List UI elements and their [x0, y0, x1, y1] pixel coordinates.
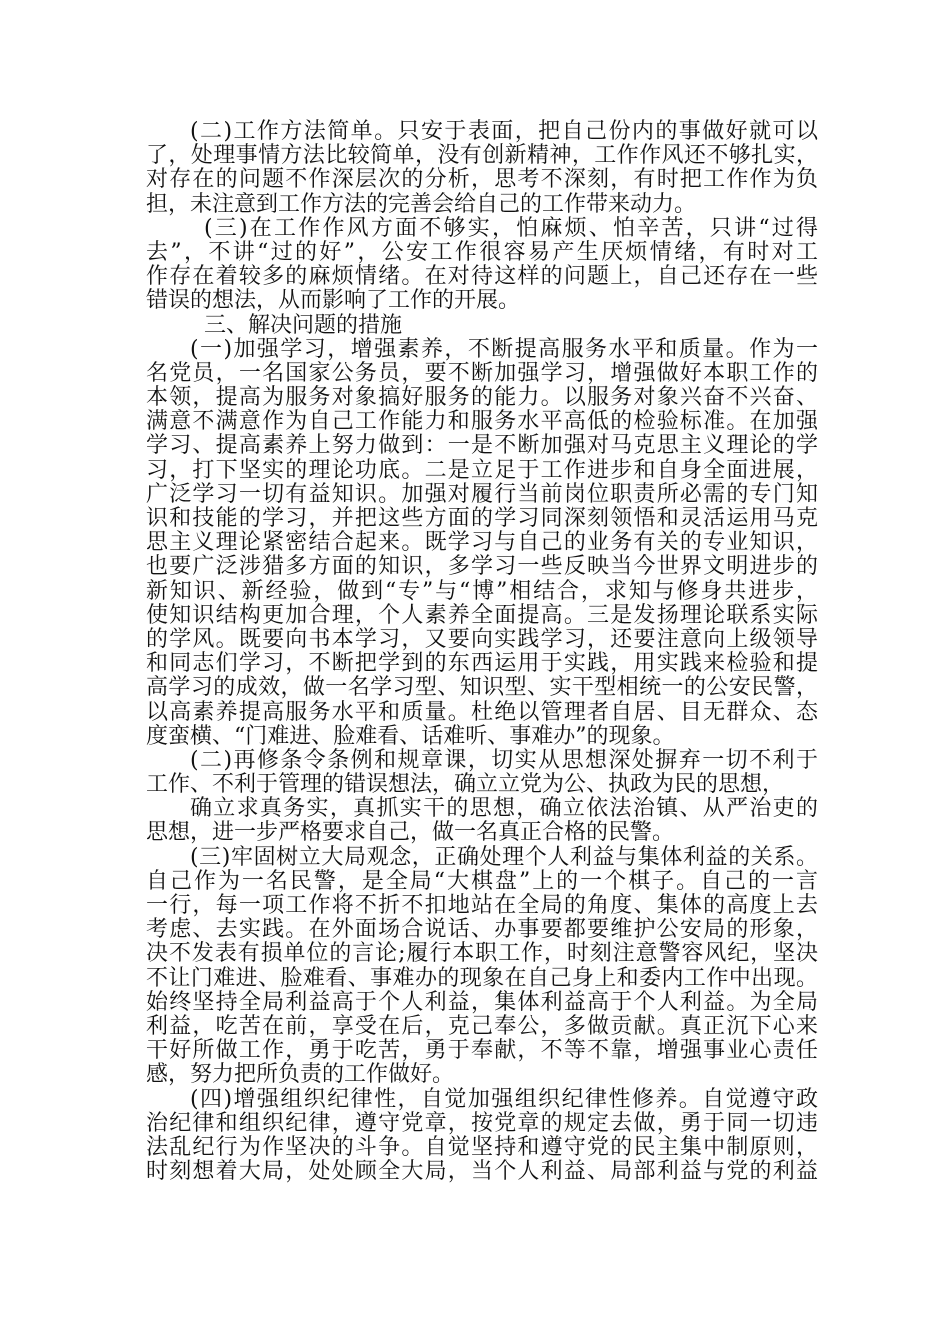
text-line: 始终坚持全局利益高于个人利益，集体利益高于个人利益。为全局 — [146, 989, 818, 1015]
text-line: 确立求真务实，真抓实干的思想，确立依法治镇、从严治吏的 — [190, 796, 818, 822]
text-line: 思主义理论紧密结合起来。既学习与自己的业务有关的专业知识， — [146, 530, 818, 556]
text-line: 使知识结构更加合理，个人素养全面提高。三是发扬理论联系实际 — [146, 602, 818, 628]
paragraph-strengthen-learning — [146, 338, 818, 749]
text-line: 错误的想法，从而影响了工作的开展。 — [146, 288, 521, 314]
text-line: 和同志们学习，不断把学到的东西运用于实践，用实践来检验和提 — [146, 651, 818, 677]
text-line: 本领，提高为服务对象搞好服务的能力。以服务对象兴奋不兴奋、 — [146, 385, 818, 411]
paragraph-rules-study — [146, 749, 818, 797]
text-line: 习，打下坚实的理论功底。二是立足于工作进步和自身全面进展， — [146, 457, 818, 483]
text-line: 思想，进一步严格要求自己，做一名真正合格的民警。 — [146, 820, 675, 846]
paragraph-overall-view — [146, 846, 818, 1088]
text-line: 一行，每一项工作将不折不扣地站在全局的角度、集体的高度上去 — [146, 893, 818, 918]
paragraph-work-method — [146, 120, 818, 217]
text-line: 学习、提高素养上努力做到：一是不断加强对马克思主义理论的学 — [146, 433, 818, 459]
text-line: 的学风。既要向书本学习，又要向实践学习，还要注意向上级领导 — [146, 626, 818, 652]
document-body — [146, 120, 818, 1184]
text-line: 识和技能的学习，并把这些方面的学习同深刻领悟和灵活运用马克 — [146, 506, 818, 531]
paragraph-work-style — [146, 217, 818, 314]
text-line: 去”，不讲“过的好”，公安工作很容易产生厌烦情绪，有时对工 — [146, 239, 818, 265]
text-line: 名党员，一名国家公务员，要不断加强学习，增强做好本职工作的 — [146, 360, 818, 386]
text-line: 治纪律和组织纪律，遵守党章，按党章的规定去做，勇于同一切违 — [146, 1110, 818, 1136]
text-line: 新知识、新经验，做到“专”与“博”相结合，求知与修身共进步， — [146, 578, 818, 604]
text-line: 感，努力把所负责的工作做好。 — [146, 1062, 455, 1088]
text-line: (三)在工作作风方面不够实，怕麻烦、怕辛苦，只讲“过得 — [204, 215, 818, 241]
text-line: 干好所做工作，勇于吃苦，勇于奉献，不等不靠，增强事业心责任 — [146, 1038, 818, 1064]
text-line: (四)增强组织纪律性，自觉加强组织纪律性修养。自觉遵守政 — [190, 1086, 818, 1112]
text-line: 利益，吃苦在前，享受在后，克己奉公，多做贡献。真正沉下心来 — [146, 1013, 818, 1039]
text-line: 广泛学习一切有益知识。加强对履行当前岗位职责所必需的专门知 — [146, 481, 818, 507]
text-line: 也要广泛涉猎多方面的知识，多学习一些反映当今世界文明进步的 — [146, 554, 818, 580]
text-line: 高学习的成效，做一名学习型、知识型、实干型相统一的公安民警， — [146, 675, 818, 701]
text-line: (二)再修条令条例和规章课，切实从思想深处摒弃一切不利于 — [190, 747, 818, 773]
text-line: 考虑、去实践。在外面场合说话、办事要都要维护公安局的形象， — [146, 917, 818, 943]
text-line: (三)牢固树立大局观念，正确处理个人利益与集体利益的关系。 — [190, 844, 818, 870]
text-line: (一)加强学习，增强素养，不断提高服务水平和质量。作为一 — [190, 336, 818, 362]
paragraph-pragmatic-thinking — [146, 797, 818, 845]
paragraph-discipline — [146, 1088, 818, 1185]
text-line: 工作、不利于管理的错误想法，确立立党为公、执政为民的思想， — [146, 772, 785, 798]
text-line: 满意不满意作为自己工作能力和服务水平高低的检验标准。在加强 — [146, 409, 818, 435]
text-line: 度蛮横、“门难进、脸难看、话难听、事难办”的现象。 — [146, 723, 675, 749]
text-line: 对存在的问题不作深层次的分析，思考不深刻，有时把工作作为负 — [146, 167, 818, 193]
text-line: 担，未注意到工作方法的完善会给自己的工作带来动力。 — [146, 191, 697, 217]
text-line: 法乱纪行为作坚决的斗争。自觉坚持和遵守党的民主集中制原则， — [146, 1134, 818, 1160]
section-heading — [146, 314, 818, 338]
text-line: 作存在着较多的麻烦情绪。在对待这样的问题上，自己还存在一些 — [146, 264, 818, 290]
text-line: 了，处理事情方法比较简单，没有创新精神，工作作风还不够扎实， — [146, 143, 818, 169]
text-line: 时刻想着大局，处处顾全大局，当个人利益、局部利益与党的利益 — [146, 1159, 818, 1185]
text-line: 自己作为一名民警，是全局“大棋盘”上的一个棋子。自己的一言 — [146, 868, 818, 894]
text-line: 以高素养提高服务水平和质量。杜绝以管理者自居、目无群众、态 — [146, 699, 818, 725]
text-line: (二)工作方法简单。只安于表面，把自己份内的事做好就可以 — [190, 119, 818, 144]
text-line: 不让门难进、脸难看、事难办的现象在自己身上和委内工作中出现。 — [146, 965, 818, 991]
section-heading-text: 三、解决问题的措施 — [204, 312, 403, 338]
text-line: 决不发表有损单位的言论;履行本职工作，时刻注意警容风纪，坚决 — [146, 941, 818, 967]
